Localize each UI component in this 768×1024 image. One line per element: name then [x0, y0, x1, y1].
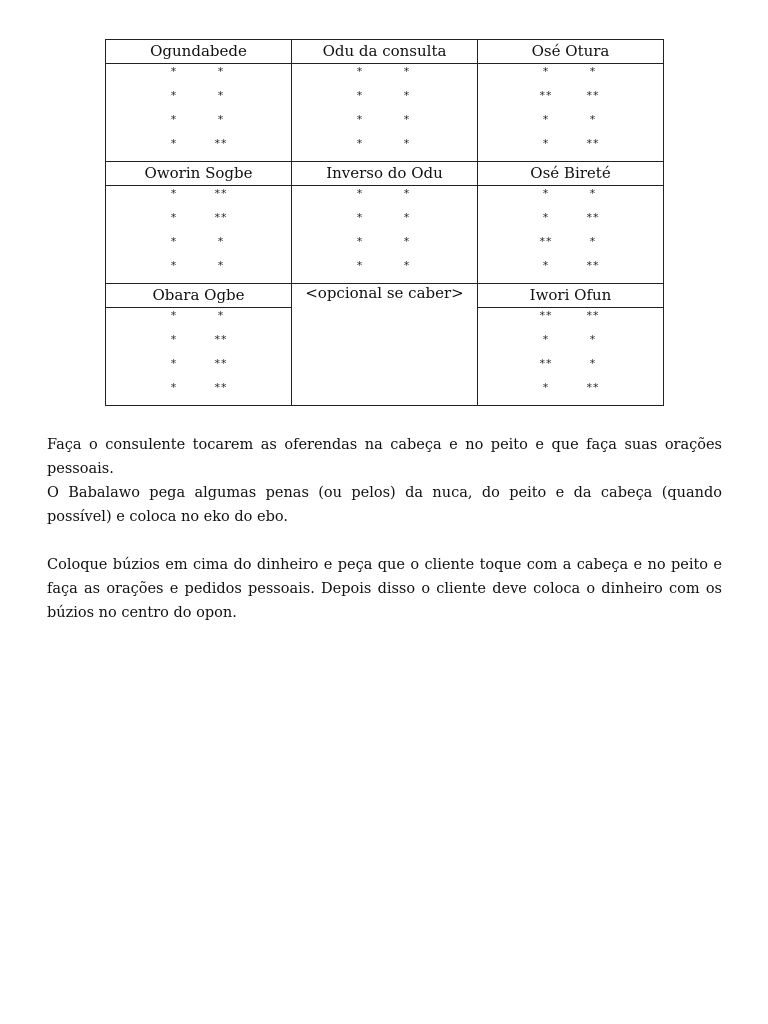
- mark-left: *: [170, 65, 178, 78]
- mark-right: *: [217, 235, 225, 248]
- odu-mark-line: [106, 136, 291, 156]
- odu-mark-line: [106, 186, 291, 206]
- odu-mark-line: [106, 356, 291, 376]
- mark-right: *: [403, 235, 411, 248]
- mark-left: *: [542, 187, 550, 200]
- mark-right: *: [403, 259, 411, 272]
- odu-header-row: [106, 162, 664, 186]
- mark-left: *: [170, 381, 178, 394]
- odu-mark-line: [478, 112, 663, 132]
- odu-mark-line: [478, 308, 663, 328]
- odu-mark-line: [478, 332, 663, 352]
- mark-left: *: [170, 333, 178, 346]
- mark-left: *: [356, 259, 364, 272]
- mark-right: **: [586, 381, 600, 394]
- odu-sign: [106, 64, 292, 162]
- mark-right: *: [403, 89, 411, 102]
- odu-header-row: [106, 284, 664, 308]
- odu-mark-line: [106, 308, 291, 328]
- mark-right: *: [589, 65, 597, 78]
- odu-mark-line: [106, 332, 291, 352]
- odu-title: Osé Otura: [478, 40, 664, 64]
- mark-right: *: [589, 235, 597, 248]
- odu-mark-line: [292, 210, 477, 230]
- mark-left: *: [170, 187, 178, 200]
- odu-mark-line: [478, 234, 663, 254]
- mark-left: *: [356, 137, 364, 150]
- odu-title: Ogundabede: [106, 40, 292, 64]
- mark-right: **: [586, 259, 600, 272]
- mark-right: *: [217, 309, 225, 322]
- odu-sign: [478, 308, 664, 406]
- mark-right: *: [403, 65, 411, 78]
- odu-mark-line: [106, 112, 291, 132]
- odu-title: Odu da consulta: [292, 40, 478, 64]
- mark-right: **: [214, 187, 228, 200]
- odu-mark-line: [478, 88, 663, 108]
- odu-mark-line: [106, 258, 291, 278]
- mark-left: *: [542, 65, 550, 78]
- mark-left: *: [356, 187, 364, 200]
- mark-left: **: [539, 89, 553, 102]
- mark-right: **: [214, 211, 228, 224]
- odu-marks-row: [106, 186, 664, 284]
- mark-left: *: [356, 113, 364, 126]
- odu-mark-line: [478, 258, 663, 278]
- mark-left: *: [170, 259, 178, 272]
- odu-sign: [292, 64, 478, 162]
- odu-sign: [292, 186, 478, 284]
- odu-mark-line: [478, 380, 663, 400]
- mark-right: *: [589, 113, 597, 126]
- odu-mark-line: [478, 356, 663, 376]
- odu-title: Inverso do Odu: [292, 162, 478, 186]
- odu-mark-line: [106, 88, 291, 108]
- odu-mark-line: [106, 64, 291, 84]
- odu-title: Iwori Ofun: [478, 284, 664, 308]
- odu-mark-line: [292, 112, 477, 132]
- odu-title: Oworin Sogbe: [106, 162, 292, 186]
- mark-left: *: [542, 211, 550, 224]
- mark-left: *: [356, 89, 364, 102]
- odu-sign: [478, 64, 664, 162]
- mark-right: *: [217, 113, 225, 126]
- odu-mark-line: [292, 258, 477, 278]
- body-text: [47, 433, 722, 625]
- odu-header-row: [106, 40, 664, 64]
- mark-left: *: [170, 211, 178, 224]
- odu-sign: [478, 186, 664, 284]
- odu-mark-line: [292, 234, 477, 254]
- odu-mark-line: [106, 380, 291, 400]
- odu-mark-line: [292, 88, 477, 108]
- paragraph: Coloque búzios em cima do dinheiro e peça que o cliente toque com a cabeça e no peito e faça as orações e pedidos pessoais. Depois disso o cliente deve coloca o dinheiro com os búzios no centro do opon.: [47, 557, 722, 621]
- mark-left: *: [542, 259, 550, 272]
- odu-mark-line: [106, 234, 291, 254]
- mark-right: *: [217, 89, 225, 102]
- mark-right: *: [589, 333, 597, 346]
- odu-marks-row: [106, 64, 664, 162]
- mark-left: *: [356, 65, 364, 78]
- mark-right: **: [586, 89, 600, 102]
- mark-left: *: [170, 235, 178, 248]
- mark-right: **: [214, 137, 228, 150]
- odu-table: [105, 39, 664, 406]
- mark-left: *: [356, 211, 364, 224]
- mark-right: *: [589, 357, 597, 370]
- mark-left: **: [539, 357, 553, 370]
- mark-right: **: [214, 357, 228, 370]
- odu-title: Obara Ogbe: [106, 284, 292, 308]
- odu-mark-line: [292, 186, 477, 206]
- optional-note: <opcional se caber>: [292, 284, 478, 406]
- odu-mark-line: [478, 186, 663, 206]
- mark-left: *: [542, 137, 550, 150]
- mark-right: *: [403, 113, 411, 126]
- mark-left: *: [170, 137, 178, 150]
- odu-title: Osé Bireté: [478, 162, 664, 186]
- odu-mark-line: [478, 136, 663, 156]
- mark-right: **: [214, 381, 228, 394]
- mark-right: **: [586, 211, 600, 224]
- mark-right: **: [586, 309, 600, 322]
- mark-left: *: [170, 309, 178, 322]
- mark-right: *: [589, 187, 597, 200]
- mark-right: *: [403, 211, 411, 224]
- mark-right: **: [586, 137, 600, 150]
- mark-left: *: [542, 381, 550, 394]
- odu-mark-line: [292, 64, 477, 84]
- odu-sign: [106, 308, 292, 406]
- paragraph: Faça o consulente tocarem as oferendas na cabeça e no peito e que faça suas orações pessoais.: [47, 437, 722, 477]
- odu-mark-line: [292, 136, 477, 156]
- odu-mark-line: [478, 64, 663, 84]
- mark-right: *: [403, 187, 411, 200]
- mark-left: *: [356, 235, 364, 248]
- mark-left: *: [542, 113, 550, 126]
- mark-right: *: [403, 137, 411, 150]
- odu-sign: [106, 186, 292, 284]
- mark-left: **: [539, 309, 553, 322]
- mark-right: **: [214, 333, 228, 346]
- mark-left: **: [539, 235, 553, 248]
- odu-mark-line: [106, 210, 291, 230]
- mark-right: *: [217, 259, 225, 272]
- mark-left: *: [170, 113, 178, 126]
- mark-left: *: [170, 89, 178, 102]
- mark-left: *: [170, 357, 178, 370]
- paragraph: O Babalawo pega algumas penas (ou pelos) da nuca, do peito e da cabeça (quando possível) e coloca no eko do ebo.: [47, 485, 722, 525]
- odu-mark-line: [478, 210, 663, 230]
- mark-right: *: [217, 65, 225, 78]
- mark-left: *: [542, 333, 550, 346]
